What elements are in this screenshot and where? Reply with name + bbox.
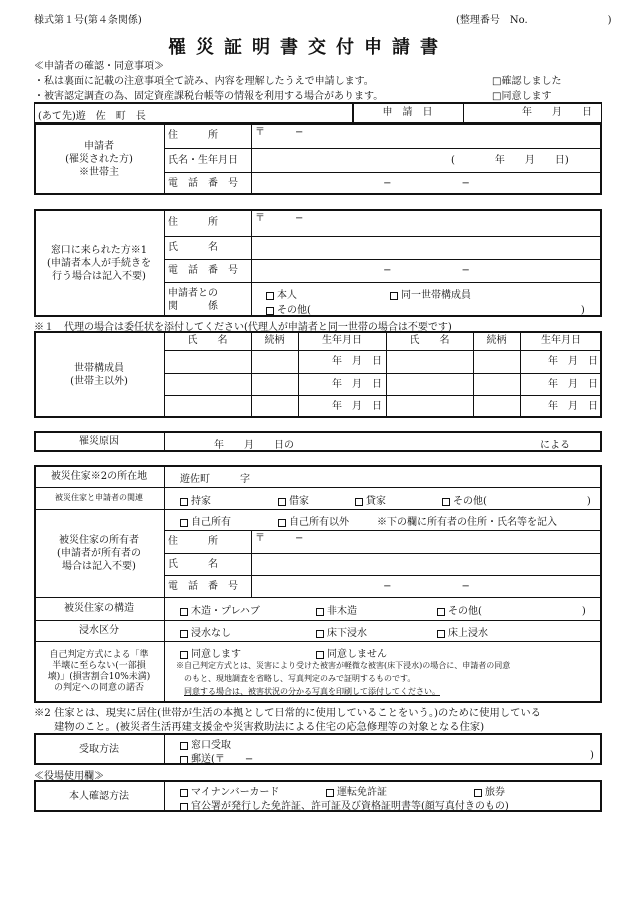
consent-item-1: ・私は裏面に記載の注意事項全て読み、内容を理解したうえで申請します。 [34, 76, 374, 87]
location-input[interactable]: 遊佐町 字 [180, 474, 250, 485]
cause-date-input[interactable]: 年 月 日の [214, 440, 294, 451]
household-col-relation-1: 続柄 [264, 335, 285, 346]
checkbox-icon [474, 789, 482, 797]
agent-label: 窓口に来られた方※1 (申請者本人が手続きを 行う場合は記入不要) [47, 244, 151, 282]
receive-mail-option[interactable]: 郵送(〒 − [180, 750, 253, 765]
checkbox-icon [180, 630, 188, 638]
checkbox-icon [266, 292, 274, 300]
checkbox-icon [180, 742, 188, 750]
checkbox-icon [180, 789, 188, 797]
household-birth-input[interactable]: 年 月 日 [548, 356, 598, 367]
id-license-option[interactable]: 運転免許証 [326, 783, 387, 798]
household-birth-input[interactable]: 年 月 日 [548, 401, 598, 412]
checkbox-icon [316, 608, 324, 616]
relation-other-option[interactable]: その他( ) [266, 301, 585, 316]
household-birth-input[interactable]: 年 月 日 [332, 378, 382, 390]
rel-lend-option[interactable]: 貸家 [355, 492, 386, 507]
applicant-phone-label: 電 話 番 号 [168, 178, 238, 189]
agent-relation-label: 申請者との 関 係 [168, 287, 218, 312]
owner-address-input[interactable]: 〒 − [255, 533, 304, 544]
applicant-address-input[interactable]: 〒 − [255, 127, 304, 138]
relation-label: 被災住家と申請者の関連 [55, 492, 143, 502]
application-date-label: 申 請 日 [382, 107, 433, 118]
owner-not-option[interactable]: 自己所有以外 [278, 513, 349, 528]
checkbox-icon [180, 608, 188, 616]
rel-rent-option[interactable]: 借家 [278, 492, 309, 507]
receive-mail-close: ) [590, 750, 594, 761]
note-2-line-2: 建物のこと。(被災者生活再建支援金や災害救助法による住宅の応急修理等の対象となる住家) [54, 721, 485, 733]
applicant-address-label: 住 所 [168, 130, 218, 141]
self-note-2: のもと、現地調査を省略し、写真判定のみで証明するものです。 [184, 674, 416, 683]
checkbox-icon [355, 498, 363, 506]
household-col-birth-2: 生年月日 [541, 335, 581, 346]
checkbox-icon [180, 498, 188, 506]
location-label: 被災住家※2の所在地 [50, 470, 148, 482]
agent-name-input[interactable] [251, 236, 602, 259]
form-number: 様式第１号(第４条関係) [34, 15, 142, 26]
id-mynumber-option[interactable]: マイナンバーカード [180, 783, 279, 798]
self-disagree-option[interactable]: 同意しません [316, 645, 387, 660]
owner-name-input[interactable] [251, 553, 602, 575]
cause-suffix: による [540, 440, 570, 451]
receive-window-option[interactable]: 窓口受取 [180, 736, 231, 751]
page-title: 罹災証明書交付申請書 [168, 37, 448, 58]
checkbox-icon [442, 498, 450, 506]
checkbox-icon [316, 630, 324, 638]
household-birth-input[interactable]: 年 月 日 [548, 378, 598, 390]
flood-under-option[interactable]: 床下浸水 [316, 624, 367, 639]
id-passport-option[interactable]: 旅券 [474, 783, 505, 798]
structure-label: 被災住家の構造 [64, 603, 134, 614]
owner-phone-label: 電 話 番 号 [168, 580, 238, 592]
owner-phone-input[interactable]: − − [383, 580, 470, 592]
checkbox-icon [437, 608, 445, 616]
applicant-name-input[interactable]: ( 年 月 日) [451, 154, 569, 166]
household-birth-input[interactable]: 年 月 日 [332, 356, 382, 367]
checkbox-icon [437, 630, 445, 638]
consent-item-2: ・被害認定調査の為、固定資産課税台帳等の情報を利用する場合があります。 [34, 91, 384, 102]
household-birth-input[interactable]: 年 月 日 [332, 401, 382, 412]
flood-label: 浸水区分 [79, 625, 119, 636]
checkbox-icon [278, 519, 286, 527]
household-col-name-1: 氏 名 [187, 335, 228, 346]
checkbox-icon [390, 292, 398, 300]
agent-phone-label: 電 話 番 号 [168, 265, 238, 276]
checkbox-icon [278, 498, 286, 506]
id-other-option[interactable]: 官公署が発行した免許証、許可証及び資格証明書等(顔写真付きのもの) [180, 797, 509, 812]
household-col-relation-2: 続柄 [486, 335, 507, 346]
owner-name-label: 氏 名 [168, 558, 218, 570]
relation-household-option[interactable]: 同一世帯構成員 [390, 286, 471, 301]
note-1: ※１ 代理の場合は委任状を添付してください(代理人が申請者と同一世帯の場合は不要です) [34, 322, 452, 333]
household-col-birth-1: 生年月日 [322, 335, 362, 346]
household-col-name-2: 氏 名 [409, 335, 450, 346]
receive-label: 受取方法 [79, 743, 119, 755]
owner-note: ※下の欄に所有者の住所・氏名等を記入 [377, 517, 557, 528]
rel-other-option[interactable]: その他( ) [442, 492, 591, 507]
agree-checkbox[interactable]: □同意します [492, 91, 552, 102]
checkbox-icon [180, 756, 188, 764]
agent-address-label: 住 所 [168, 217, 218, 228]
self-agree-option[interactable]: 同意します [180, 645, 241, 660]
checkbox-icon [180, 651, 188, 659]
structure-wood-option[interactable]: 木造・プレハブ [180, 602, 260, 617]
relation-self-option[interactable]: 本人 [266, 286, 297, 301]
checkbox-icon [180, 803, 188, 811]
applicant-phone-input[interactable]: − − [383, 178, 470, 189]
office-use-heading: ≪役場使用欄≫ [34, 771, 104, 782]
agent-phone-input[interactable]: − − [383, 265, 470, 276]
owner-label: 被災住家の所有者 (申請者が所有者の 場合は記入不要) [57, 534, 141, 572]
self-judgement-label: 自己判定方式による「準 半壊に至らない(一部損 壊)」(損害割合10%未満) の判定への同意の諾否 [47, 649, 151, 694]
reference-number: (整理番号 No. ) [456, 15, 612, 26]
applicant-label: 申請者 (罹災された方) ※世帯主 [65, 140, 133, 178]
confirm-checkbox[interactable]: □確認しました [492, 76, 562, 87]
self-note-3: 同意する場合は、被害状況の分かる写真を印刷して添付してください。 [184, 687, 440, 696]
structure-nonwood-option[interactable]: 非木造 [316, 602, 357, 617]
applicant-name-label: 氏名・生年月日 [168, 154, 238, 166]
structure-other-option[interactable]: その他( ) [437, 602, 586, 617]
agent-name-label: 氏 名 [168, 242, 218, 253]
consent-heading: ≪申請者の確認・同意事項≫ [34, 61, 164, 72]
owner-address-label: 住 所 [168, 536, 218, 547]
application-date-field[interactable]: 年 月 日 [522, 107, 592, 118]
checkbox-icon [266, 307, 274, 315]
household-label: 世帯構成員 (世帯主以外) [70, 362, 128, 387]
self-note-1: ※自己判定方式とは、災害により受けた被害が軽微な被害(床下浸水)の場合に、申請者の同意 [176, 661, 511, 670]
rel-own-option[interactable]: 持家 [180, 492, 211, 507]
note-2-line-1: ※2 住家とは、現実に居住(世帯が生活の本拠として日常的に使用していることをいう。)のために使用している [34, 707, 541, 719]
addressee: (あて先)遊 佐 町 長 [38, 111, 146, 122]
flood-none-option[interactable]: 浸水なし [180, 624, 231, 639]
checkbox-icon [316, 651, 324, 659]
owner-self-option[interactable]: 自己所有 [180, 513, 231, 528]
id-method-label: 本人確認方法 [69, 790, 129, 802]
flood-over-option[interactable]: 床上浸水 [437, 624, 488, 639]
agent-address-input[interactable]: 〒 − [255, 213, 304, 224]
checkbox-icon [326, 789, 334, 797]
checkbox-icon [180, 519, 188, 527]
cause-label: 罹災原因 [79, 436, 119, 447]
